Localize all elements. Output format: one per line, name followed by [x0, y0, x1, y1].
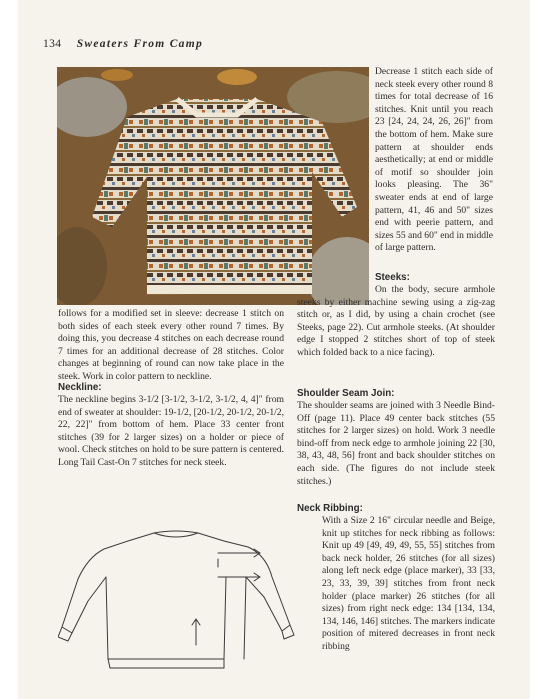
shoulder-section [297, 387, 495, 488]
page-number: 134 [43, 38, 62, 50]
sweater-schematic-drawing [58, 527, 298, 670]
right-top-text: Decrease 1 stitch each side of neck steek every other round 8 times for total decrease of 16 stitches. Knit until you reach 23 [24, 24, 24, 26, 26]" from the bottom of hem. Make sure pattern at shoulder ends aesthetically; at end or middle of motif so shoulder join looks pleasing. The 36" sweater ends at end of large pattern, 41, 46 and 50" sizes end with peerie pattern, and sizes 55 and 60" end in middle of large pattern. [375, 66, 494, 254]
sweater-photo [57, 67, 369, 305]
neckline-section [58, 381, 284, 470]
shoulder-heading: Shoulder Seam Join: [297, 388, 395, 399]
neckline-heading: Neckline: [58, 382, 102, 393]
steeks-text: On the body, secure armhole steeks by either machine sewing using a zig-zag stitch or, as I did, by using a chain crochet (see Steeks, page 22). Cut armhole steeks. (At shoulder edge I stopped 2 stitches short of top of steek which folded back to a nice facing). [297, 284, 495, 358]
left-intro-text: follows for a modified set in sleeve: decrease 1 stitch on both sides of each steek every other round 7 times. By doing this, you decrease 4 stitches on each decrease round 7 times for an additional decrease of 28 stitches. Color changes at beginning of round can now take place in the steek. Work in color pattern to neckline. [58, 308, 284, 382]
neck-ribbing-heading: Neck Ribbing: [297, 503, 363, 514]
neck-ribbing-text-block [322, 515, 495, 654]
book-title: Sweaters From Camp [76, 38, 204, 50]
neck-ribbing-heading-block [297, 502, 495, 515]
running-header [43, 38, 203, 50]
steeks-text-block [297, 284, 495, 360]
steeks-heading: Steeks: [375, 272, 410, 283]
steeks-section [375, 271, 495, 284]
neck-ribbing-text: With a Size 2 16" circular needle and Beige, knit up stitches for neck ribbing as follows: Knit up 49 [49, 49, 49, 55, 55] stitches from back neck holder, 26 stitches (for all sizes) along left neck edge (place marker), 33 [33, 23, 33, 39, 39] stitches from front neck holder (place marker) 26 stitches (for all sizes) from right neck edge: 134 [134, 134, 134, 146, 146] stitches. The markers indicate position of mitered decreases in front neck ribbing [322, 515, 495, 652]
neckline-text: The neckline begins 3-1/2 [3-1/2, 3-1/2, 3-1/2, 4, 4]" from end of sweater at shoulder: 19-1/2, [20-1/2, 20-1/2, 20-1/2, 22, 22]" from bottom of hem. Place 33 center front stitches (39 for 2 larger sizes) on a holder or piece of wool. Check stitches on hold to be sure pattern is centered. Long Tail Cast-On 7 stitches for neck steek. [58, 394, 284, 468]
shoulder-text: The shoulder seams are joined with 3 Needle Bind-Off (page 11). Place 49 center back stitches (55 stitches for 2 larger sizes) on hold. Work 3 needle bind-off from neck edge to armhole joining 22 [30, 38, 43, 48, 56] front and back shoulder stitches on each side. (The figures do not include steek stitches.) [297, 400, 495, 487]
